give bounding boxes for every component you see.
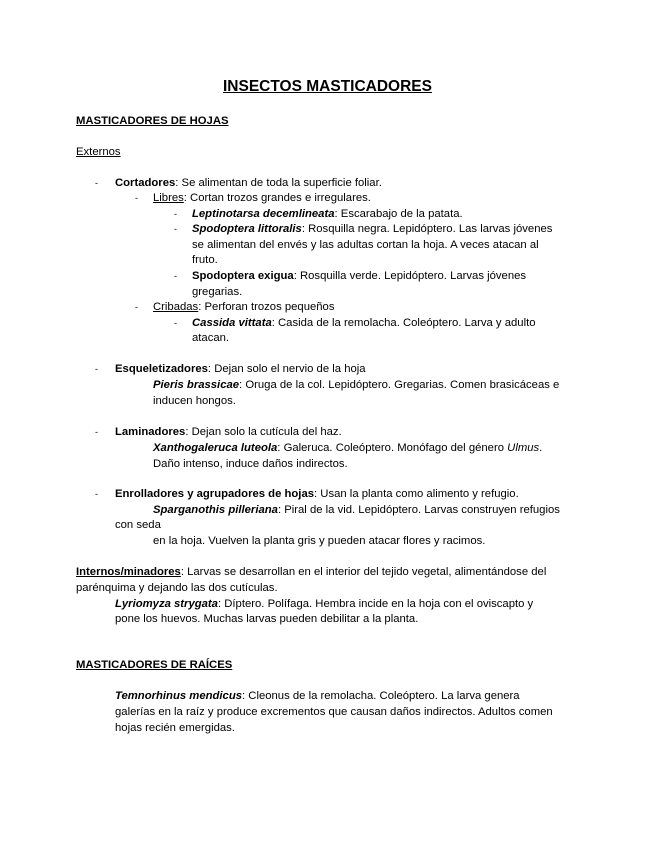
species-name: Pieris brassicae — [153, 379, 240, 391]
species-desc: : Díptero. Polífaga. Hembra incide en la hoja con el oviscapto y — [217, 598, 534, 610]
term-enrolladores: Enrolladores y agrupadores de hojas — [115, 488, 315, 500]
list-item-libres — [153, 191, 371, 207]
list-item-esqueletizadores — [115, 362, 366, 378]
list-bullet: - — [174, 209, 177, 219]
species-name: Lyriomyza strygata — [115, 598, 218, 610]
species-desc-line: con seda — [115, 519, 161, 531]
list-bullet: - — [174, 318, 177, 328]
species-desc: : Oruga de la col. Lepidóptero. Gregarias. Comen brasicáceas e — [239, 379, 560, 391]
species-desc: : Casida de la remolacha. Coleóptero. Larva y adulto — [271, 317, 536, 329]
list-bullet: - — [95, 364, 98, 374]
list-item-species — [192, 269, 526, 285]
species-desc-line: atacan. — [192, 332, 230, 344]
genus-name: Ulmus — [507, 442, 540, 454]
section-heading-hojas: MASTICADORES DE HOJAS — [76, 115, 229, 127]
species-desc-line: se alimentan del envés y las adultas cortan la hoja. A veces atacan al — [192, 239, 539, 251]
species-desc: : Rosquilla verde. Lepidóptero. Larvas jóvenes — [293, 270, 527, 282]
list-item-species — [192, 316, 536, 332]
list-bullet: - — [135, 302, 138, 312]
list-item-species — [192, 222, 552, 238]
species-entry — [153, 503, 560, 519]
list-item-laminadores — [115, 425, 342, 441]
term-cortadores: Cortadores — [115, 177, 176, 189]
punctuation: . — [539, 442, 543, 454]
species-desc: : Cleonus de la remolacha. Coleóptero. La larva genera — [242, 690, 520, 702]
list-bullet: - — [174, 271, 177, 281]
list-bullet: - — [135, 193, 138, 203]
species-entry — [153, 441, 542, 457]
term-desc: : Dejan solo la cutícula del haz. — [185, 426, 342, 438]
term-esqueletizadores: Esqueletizadores — [115, 363, 208, 375]
species-desc-line: gregarias. — [192, 286, 243, 298]
subheading-externos: Externos — [76, 146, 121, 158]
subheading-internos: Internos/minadores — [76, 566, 181, 578]
list-bullet: - — [95, 178, 98, 188]
species-desc: : Escarabajo de la patata. — [334, 208, 463, 220]
species-name: Spodoptera exigua — [192, 270, 294, 282]
term-desc: : Dejan solo el nervio de la hoja — [207, 363, 366, 375]
species-name: Spodoptera littoralis — [192, 223, 302, 235]
term-cribadas: Cribadas — [153, 301, 199, 313]
list-bullet: - — [95, 489, 98, 499]
term-laminadores: Laminadores — [115, 426, 186, 438]
list-item-species — [192, 207, 463, 223]
list-item-cortadores — [115, 176, 382, 192]
internos-desc-line: parénquima y dejando las dos cutículas. — [76, 582, 278, 594]
species-desc-line: galerías en la raíz y produce excrementos que causan daños indirectos. Adultos comen — [115, 706, 553, 718]
species-desc: : Rosquilla negra. Lepidóptero. Las larvas jóvenes — [301, 223, 553, 235]
list-item-cribadas — [153, 300, 335, 316]
species-entry — [115, 689, 520, 705]
section-heading-raices: MASTICADORES DE RAÍCES — [76, 659, 233, 671]
list-bullet: - — [174, 224, 177, 234]
term-desc: : Perforan trozos pequeños — [198, 301, 335, 313]
species-name: Sparganothis pilleriana — [153, 504, 278, 516]
internos-desc: : Larvas se desarrollan en el interior del tejido vegetal, alimentándose del — [180, 566, 547, 578]
term-desc: : Se alimentan de toda la superficie foliar. — [175, 177, 382, 189]
list-bullet: - — [95, 427, 98, 437]
species-desc-line: fruto. — [192, 254, 218, 266]
list-item-enrolladores — [115, 487, 519, 503]
species-entry — [153, 378, 559, 394]
species-name: Temnorhinus mendicus — [115, 690, 243, 702]
species-name: Cassida vittata — [192, 317, 272, 329]
term-libres: Libres — [153, 192, 184, 204]
page-title: INSECTOS MASTICADORES — [223, 78, 432, 95]
species-desc-line: hojas recién emergidas. — [115, 722, 235, 734]
internos-paragraph — [76, 565, 546, 581]
term-desc: : Cortan trozos grandes e irregulares. — [183, 192, 371, 204]
species-desc-line: Daño intenso, induce daños indirectos. — [153, 458, 348, 470]
species-desc: : Galeruca. Coleóptero. Monófago del género — [277, 442, 508, 454]
species-desc-line: pone los huevos. Muchas larvas pueden debilitar a la planta. — [115, 613, 419, 625]
species-desc-line: en la hoja. Vuelven la planta gris y pueden atacar flores y racimos. — [153, 535, 486, 547]
species-entry — [115, 597, 533, 613]
species-desc: : Piral de la vid. Lepidóptero. Larvas construyen refugios — [277, 504, 560, 516]
species-name: Xanthogaleruca luteola — [153, 442, 278, 454]
species-desc-line: inducen hongos. — [153, 395, 236, 407]
species-name: Leptinotarsa decemlineata — [192, 208, 335, 220]
term-desc: : Usan la planta como alimento y refugio. — [314, 488, 519, 500]
